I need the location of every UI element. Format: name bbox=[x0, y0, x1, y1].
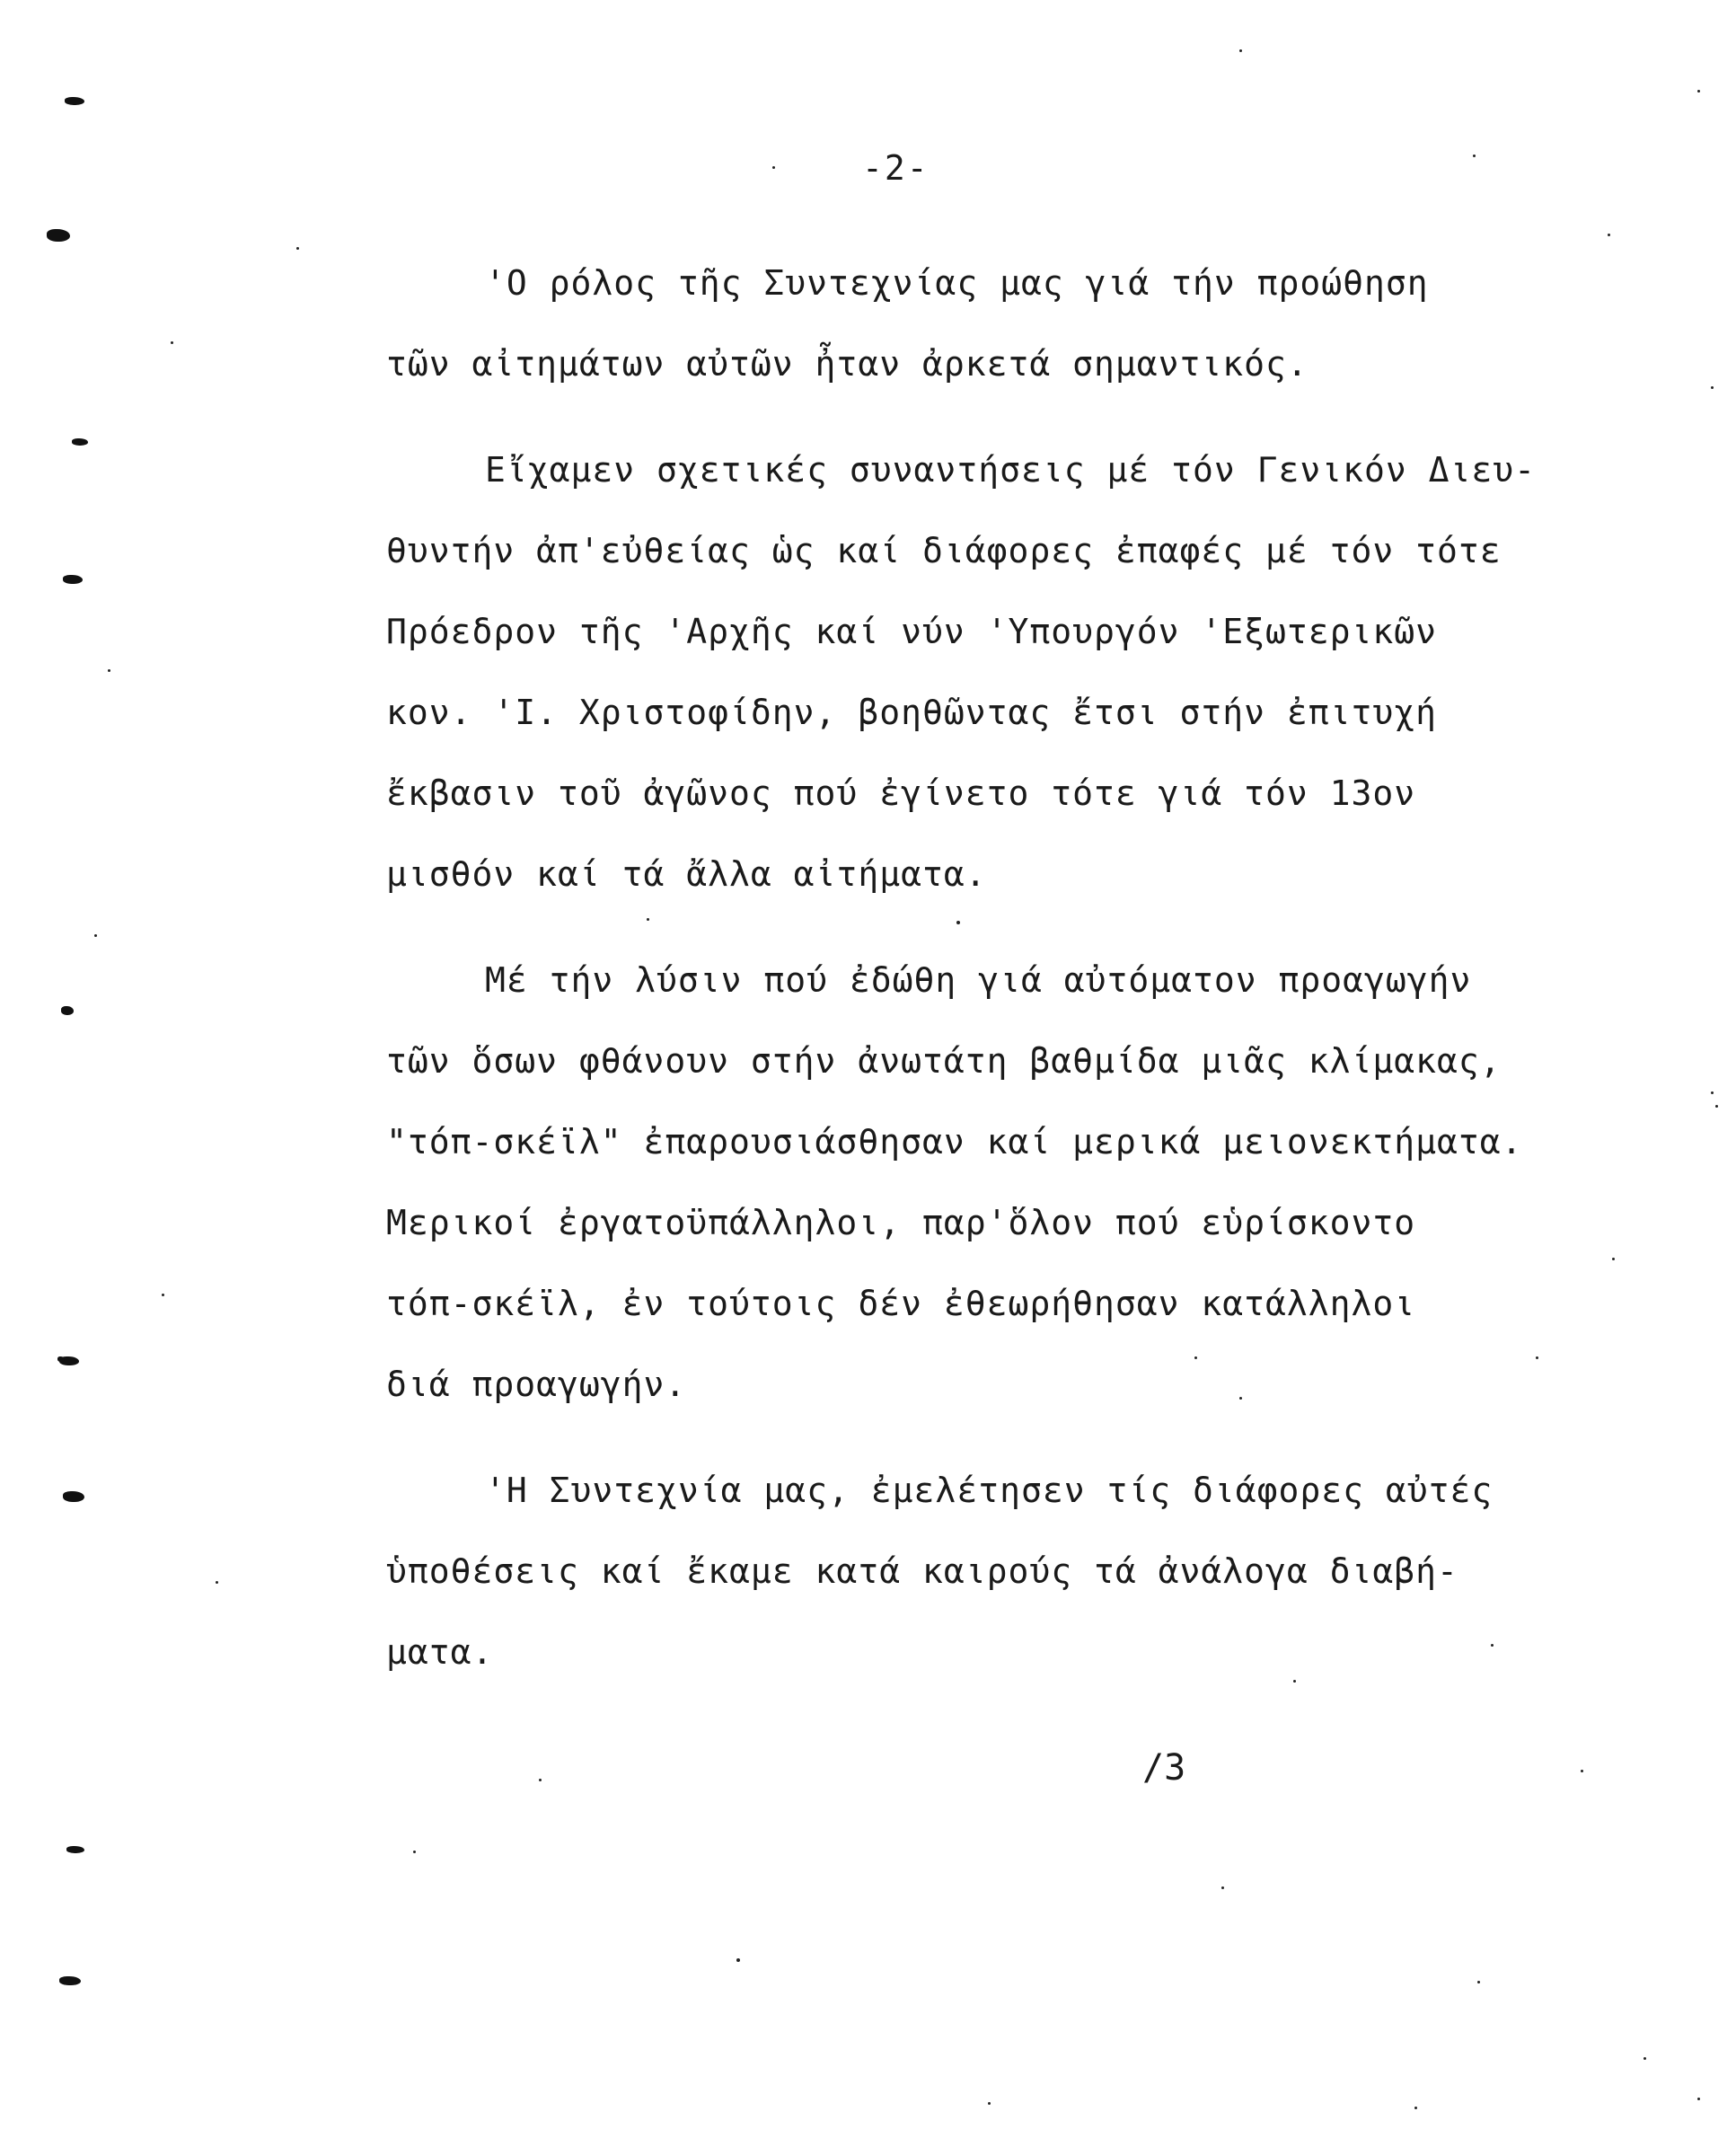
scan-mark bbox=[47, 229, 70, 242]
scan-mark bbox=[63, 575, 83, 584]
text-line: τῶν ὅσων φθάνουν στήν ἀνωτάτη βαθμίδα μιᾶς κλίμακας, bbox=[386, 1041, 1502, 1081]
scan-speck bbox=[1477, 1981, 1480, 1983]
text-line: κον. 'Ι. Χριστοφίδην, βοηθῶντας ἔτσι στήν ἐπιτυχή bbox=[386, 693, 1438, 732]
scan-mark bbox=[66, 1846, 84, 1853]
text-line: τῶν αἰτημάτων αὐτῶν ἦταν ἀρκετά σημαντικός. bbox=[386, 344, 1309, 384]
scan-speck bbox=[1697, 90, 1700, 93]
scan-speck bbox=[1293, 1680, 1296, 1683]
text-line: 'Η Συντεχνία μας, ἐμελέτησεν τίς διάφορες αὐτές bbox=[485, 1471, 1494, 1510]
body-text bbox=[386, 243, 1608, 1692]
scan-speck bbox=[1239, 1397, 1242, 1400]
scan-speck bbox=[1194, 1356, 1197, 1359]
text-line: Μέ τήν λύσιν πού ἐδώθη γιά αὐτόματον προαγωγήν bbox=[485, 960, 1472, 1000]
scan-mark bbox=[65, 97, 84, 105]
scan-speck bbox=[1608, 234, 1610, 236]
scan-mark bbox=[72, 438, 88, 446]
text-line: διά προαγωγήν. bbox=[386, 1365, 687, 1404]
scan-speck bbox=[162, 1294, 164, 1296]
scan-speck bbox=[1581, 1770, 1583, 1772]
scan-speck bbox=[736, 1958, 740, 1962]
scan-speck bbox=[1239, 49, 1242, 52]
scan-speck bbox=[1643, 2057, 1646, 2060]
text-line: 'Ο ρόλος τῆς Συντεχνίας μας γιά τήν προώθηση bbox=[485, 263, 1429, 303]
continuation-mark: /3 bbox=[1142, 1747, 1186, 1789]
text-line: ματα. bbox=[386, 1632, 494, 1672]
scan-speck bbox=[171, 341, 173, 344]
text-line: ὑποθέσεις καί ἔκαμε κατά καιρούς τά ἀνάλογα διαβή- bbox=[386, 1551, 1458, 1591]
scan-speck bbox=[1715, 1105, 1718, 1108]
scan-mark bbox=[61, 1006, 74, 1015]
text-line: ἔκβασιν τοῦ ἀγῶνος πού ἐγίνετο τότε γιά τόν 13ον bbox=[386, 773, 1416, 813]
scan-mark bbox=[57, 1356, 65, 1362]
scan-speck bbox=[1711, 1091, 1714, 1094]
text-line: μισθόν καί τά ἄλλα αἰτήματα. bbox=[386, 854, 987, 894]
text-line: Εἴχαμεν σχετικές συναντήσεις μέ τόν Γενικόν Διευ- bbox=[485, 450, 1537, 490]
scan-speck bbox=[539, 1779, 542, 1781]
scan-speck bbox=[1221, 1886, 1224, 1889]
scan-speck bbox=[94, 934, 97, 937]
text-line: "τόπ-σκέϊλ" ἐπαρουσιάσθησαν καί μερικά μειονεκτήματα. bbox=[386, 1122, 1523, 1162]
text-line: τόπ-σκέϊλ, ἐν τούτοις δέν ἐθεωρήθησαν κατάλληλοι bbox=[386, 1284, 1416, 1323]
paragraph-1 bbox=[386, 243, 1608, 404]
scan-speck bbox=[108, 669, 110, 672]
text-line: Πρόεδρον τῆς 'Αρχῆς καί νύν 'Υπουργόν 'Εξωτερικῶν bbox=[386, 612, 1438, 651]
scan-speck bbox=[772, 166, 775, 169]
scan-speck bbox=[413, 1851, 416, 1853]
scan-speck bbox=[1711, 386, 1714, 389]
scan-speck bbox=[1414, 2107, 1417, 2109]
paragraph-3 bbox=[386, 940, 1608, 1425]
scan-speck bbox=[1491, 1644, 1494, 1647]
page-number: -2- bbox=[862, 148, 930, 188]
scan-speck bbox=[1697, 2098, 1700, 2100]
scan-speck bbox=[647, 918, 649, 921]
scan-speck bbox=[296, 247, 299, 250]
paragraph-4 bbox=[386, 1450, 1608, 1692]
scan-mark bbox=[63, 1491, 84, 1502]
paragraph-2 bbox=[386, 429, 1608, 914]
scan-speck bbox=[1536, 1356, 1538, 1359]
scan-speck bbox=[216, 1581, 218, 1584]
scan-speck bbox=[1473, 155, 1476, 157]
scan-speck bbox=[988, 2102, 991, 2105]
scan-speck bbox=[1612, 1258, 1615, 1260]
scan-speck bbox=[956, 921, 960, 924]
scan-mark bbox=[59, 1976, 81, 1985]
text-line: Μερικοί ἐργατοϋπάλληλοι, παρ'ὅλον πού εὑρίσκοντο bbox=[386, 1203, 1416, 1242]
text-line: θυντήν ἀπ'εὐθείας ὡς καί διάφορες ἐπαφές μέ τόν τότε bbox=[386, 531, 1502, 570]
